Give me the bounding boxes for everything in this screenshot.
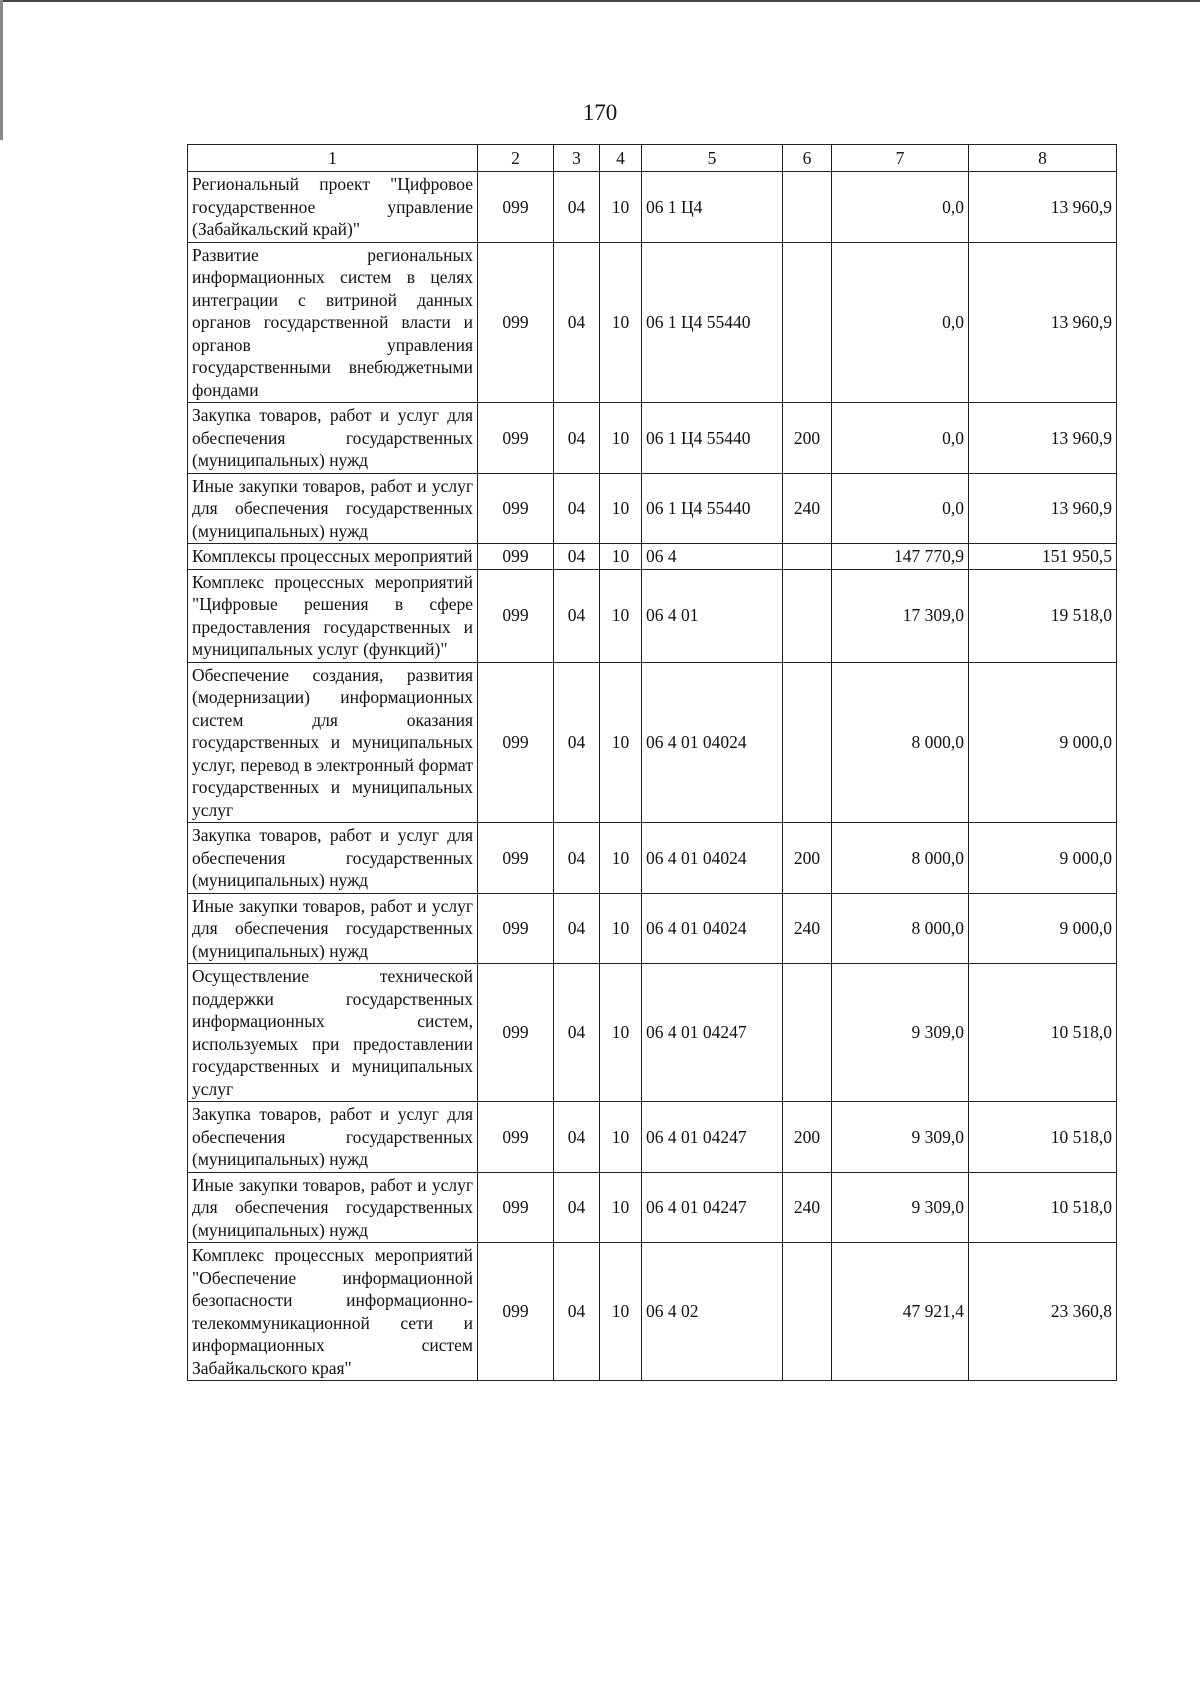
- cell-col-5: 06 4: [642, 544, 783, 570]
- cell-col-8: 10 518,0: [969, 964, 1117, 1102]
- row-name-cell: Региональный проект "Цифровое государственное управление (Забайкальский край)": [188, 172, 478, 243]
- table-row: [188, 823, 1117, 894]
- cell-col-8: 9 000,0: [969, 662, 1117, 823]
- row-name-cell: Иные закупки товаров, работ и услуг для обеспечения государственных (муниципальных) нужд: [188, 1172, 478, 1243]
- cell-col-8: 23 360,8: [969, 1243, 1117, 1381]
- cell-col-5: 06 4 01 04247: [642, 1172, 783, 1243]
- cell-col-8: 10 518,0: [969, 1102, 1117, 1173]
- cell-col-2: 099: [478, 1102, 554, 1173]
- column-header: 2: [478, 145, 554, 172]
- cell-col-4: 10: [600, 569, 642, 662]
- cell-col-6: [783, 172, 832, 243]
- scan-edge-top: [0, 0, 1200, 2]
- row-name-cell: Иные закупки товаров, работ и услуг для обеспечения государственных (муниципальных) нужд: [188, 473, 478, 544]
- cell-col-4: 10: [600, 473, 642, 544]
- cell-col-2: 099: [478, 172, 554, 243]
- row-name-cell: Обеспечение создания, развития (модернизации) информационных систем для оказания государственных и муниципальных услуг, перевод в электронный формат государственных и муниципальных услуг: [188, 662, 478, 823]
- table-row: [188, 1102, 1117, 1173]
- budget-table: [187, 144, 1117, 1381]
- row-name-cell: Комплексы процессных мероприятий: [188, 544, 478, 570]
- table-row: [188, 473, 1117, 544]
- cell-col-3: 04: [554, 569, 600, 662]
- cell-col-8: 19 518,0: [969, 569, 1117, 662]
- cell-col-8: 13 960,9: [969, 242, 1117, 403]
- row-name-cell: Осуществление технической поддержки государственных информационных систем, используемых при предоставлении государственных и муниципальных услуг: [188, 964, 478, 1102]
- cell-col-8: 9 000,0: [969, 823, 1117, 894]
- table-row: [188, 662, 1117, 823]
- cell-col-8: 9 000,0: [969, 893, 1117, 964]
- header-row: [188, 145, 1117, 172]
- cell-col-6: [783, 242, 832, 403]
- cell-col-4: 10: [600, 1243, 642, 1381]
- table-row: [188, 544, 1117, 570]
- cell-col-7: 8 000,0: [832, 823, 969, 894]
- cell-col-4: 10: [600, 403, 642, 474]
- cell-col-6: 240: [783, 473, 832, 544]
- cell-col-2: 099: [478, 544, 554, 570]
- cell-col-8: 151 950,5: [969, 544, 1117, 570]
- cell-col-3: 04: [554, 403, 600, 474]
- row-name-cell: Развитие региональных информационных систем в целях интеграции с витриной данных органов государственной власти и органов управления государственными внебюджетными фондами: [188, 242, 478, 403]
- cell-col-7: 0,0: [832, 242, 969, 403]
- cell-col-7: 47 921,4: [832, 1243, 969, 1381]
- column-header: 8: [969, 145, 1117, 172]
- cell-col-6: 240: [783, 893, 832, 964]
- cell-col-6: 200: [783, 823, 832, 894]
- cell-col-3: 04: [554, 964, 600, 1102]
- page-number: 170: [582, 100, 618, 125]
- row-name-cell: Закупка товаров, работ и услуг для обеспечения государственных (муниципальных) нужд: [188, 403, 478, 474]
- cell-col-2: 099: [478, 1172, 554, 1243]
- table-row: [188, 1172, 1117, 1243]
- cell-col-6: [783, 662, 832, 823]
- cell-col-4: 10: [600, 1102, 642, 1173]
- cell-col-6: 240: [783, 1172, 832, 1243]
- cell-col-5: 06 1 Ц4 55440: [642, 242, 783, 403]
- cell-col-7: 0,0: [832, 172, 969, 243]
- cell-col-7: 17 309,0: [832, 569, 969, 662]
- cell-col-2: 099: [478, 569, 554, 662]
- cell-col-4: 10: [600, 964, 642, 1102]
- cell-col-4: 10: [600, 893, 642, 964]
- cell-col-7: 8 000,0: [832, 893, 969, 964]
- cell-col-2: 099: [478, 403, 554, 474]
- table-row: [188, 569, 1117, 662]
- cell-col-3: 04: [554, 662, 600, 823]
- column-header: 1: [188, 145, 478, 172]
- cell-col-3: 04: [554, 1243, 600, 1381]
- cell-col-8: 13 960,9: [969, 473, 1117, 544]
- cell-col-4: 10: [600, 662, 642, 823]
- table-row: [188, 964, 1117, 1102]
- cell-col-5: 06 4 01 04024: [642, 662, 783, 823]
- table-row: [188, 893, 1117, 964]
- cell-col-5: 06 1 Ц4: [642, 172, 783, 243]
- cell-col-5: 06 1 Ц4 55440: [642, 473, 783, 544]
- cell-col-3: 04: [554, 544, 600, 570]
- column-header: 5: [642, 145, 783, 172]
- cell-col-4: 10: [600, 242, 642, 403]
- cell-col-3: 04: [554, 473, 600, 544]
- cell-col-8: 13 960,9: [969, 172, 1117, 243]
- cell-col-8: 10 518,0: [969, 1172, 1117, 1243]
- cell-col-3: 04: [554, 823, 600, 894]
- cell-col-2: 099: [478, 473, 554, 544]
- cell-col-8: 13 960,9: [969, 403, 1117, 474]
- cell-col-2: 099: [478, 893, 554, 964]
- column-header: 4: [600, 145, 642, 172]
- cell-col-7: 0,0: [832, 403, 969, 474]
- cell-col-4: 10: [600, 172, 642, 243]
- cell-col-3: 04: [554, 242, 600, 403]
- cell-col-6: [783, 569, 832, 662]
- cell-col-7: 0,0: [832, 473, 969, 544]
- row-name-cell: Закупка товаров, работ и услуг для обеспечения государственных (муниципальных) нужд: [188, 1102, 478, 1173]
- column-header: 7: [832, 145, 969, 172]
- cell-col-3: 04: [554, 893, 600, 964]
- cell-col-5: 06 1 Ц4 55440: [642, 403, 783, 474]
- cell-col-2: 099: [478, 823, 554, 894]
- cell-col-4: 10: [600, 1172, 642, 1243]
- table-row: [188, 172, 1117, 243]
- table-row: [188, 242, 1117, 403]
- cell-col-5: 06 4 01: [642, 569, 783, 662]
- cell-col-6: [783, 544, 832, 570]
- row-name-cell: Иные закупки товаров, работ и услуг для обеспечения государственных (муниципальных) нужд: [188, 893, 478, 964]
- cell-col-7: 9 309,0: [832, 964, 969, 1102]
- cell-col-5: 06 4 01 04247: [642, 964, 783, 1102]
- column-header: 3: [554, 145, 600, 172]
- cell-col-7: 9 309,0: [832, 1102, 969, 1173]
- cell-col-3: 04: [554, 172, 600, 243]
- cell-col-6: 200: [783, 1102, 832, 1173]
- column-header: 6: [783, 145, 832, 172]
- cell-col-6: [783, 964, 832, 1102]
- cell-col-2: 099: [478, 964, 554, 1102]
- cell-col-5: 06 4 01 04024: [642, 893, 783, 964]
- cell-col-5: 06 4 01 04024: [642, 823, 783, 894]
- row-name-cell: Комплекс процессных мероприятий "Цифровые решения в сфере предоставления государственных и муниципальных услуг (функций)": [188, 569, 478, 662]
- table-row: [188, 1243, 1117, 1381]
- table-row: [188, 403, 1117, 474]
- row-name-cell: Комплекс процессных мероприятий "Обеспечение информационной безопасности информационно-телекоммуникационной сети и информационных систем Забайкальского края": [188, 1243, 478, 1381]
- cell-col-6: 200: [783, 403, 832, 474]
- cell-col-4: 10: [600, 544, 642, 570]
- cell-col-7: 147 770,9: [832, 544, 969, 570]
- cell-col-2: 099: [478, 1243, 554, 1381]
- cell-col-3: 04: [554, 1172, 600, 1243]
- cell-col-6: [783, 1243, 832, 1381]
- cell-col-3: 04: [554, 1102, 600, 1173]
- cell-col-5: 06 4 02: [642, 1243, 783, 1381]
- cell-col-2: 099: [478, 662, 554, 823]
- row-name-cell: Закупка товаров, работ и услуг для обеспечения государственных (муниципальных) нужд: [188, 823, 478, 894]
- cell-col-7: 8 000,0: [832, 662, 969, 823]
- cell-col-5: 06 4 01 04247: [642, 1102, 783, 1173]
- cell-col-4: 10: [600, 823, 642, 894]
- cell-col-2: 099: [478, 242, 554, 403]
- cell-col-7: 9 309,0: [832, 1172, 969, 1243]
